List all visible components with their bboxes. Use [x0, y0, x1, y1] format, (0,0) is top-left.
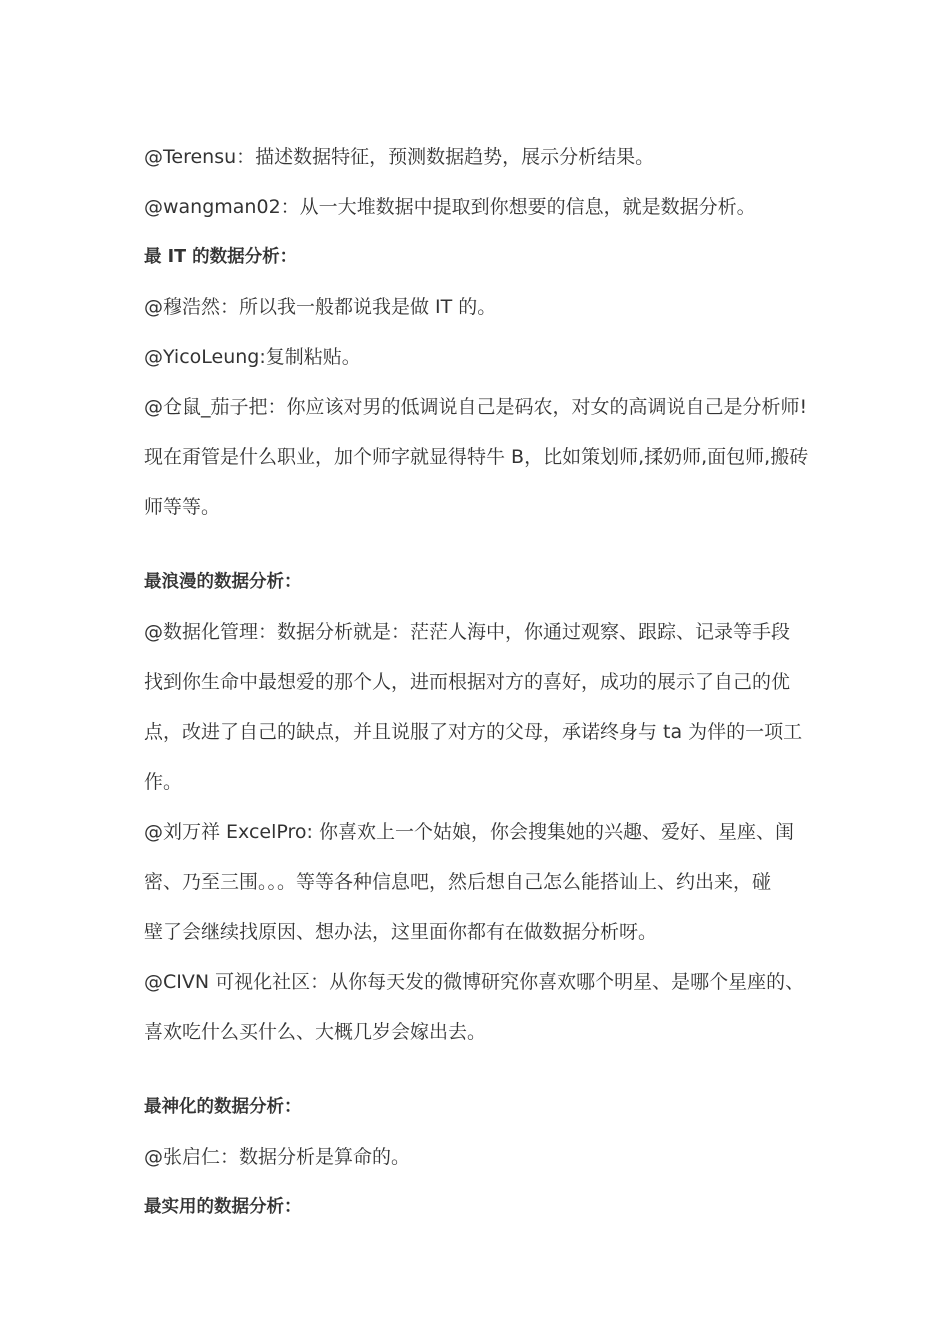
paragraph-line: @Terensu：描述数据特征，预测数据趋势，展示分析结果。 [144, 146, 655, 168]
paragraph-line: @刘万祥 ExcelPro: 你喜欢上一个姑娘，你会搜集她的兴趣、爱好、星座、闺 [144, 821, 794, 843]
section-heading: 最神化的数据分析： [144, 1097, 302, 1117]
document-body [144, 132, 814, 1232]
paragraph-line: @wangman02：从一大堆数据中提取到你想要的信息，就是数据分析。 [144, 196, 756, 218]
paragraph-line: @CIVN 可视化社区：从你每天发的微博研究你喜欢哪个明星、是哪个星座的、 [144, 971, 805, 993]
paragraph-line: 壁了会继续找原因、想办法，这里面你都有在做数据分析呀。 [144, 921, 658, 943]
paragraph-line: 点，改进了自己的缺点，并且说服了对方的父母，承诺终身与 ta 为伴的一项工 [144, 721, 803, 743]
paragraph-line: 作。 [144, 771, 183, 793]
paragraph-line: 喜欢吃什么买什么、大概几岁会嫁出去。 [144, 1021, 487, 1043]
paragraph-line: 密、乃至三围。。。等等各种信息吧，然后想自己怎么能搭讪上、约出来，碰 [144, 871, 772, 893]
paragraph-line: @仓鼠_茄子把：你应该对男的低调说自己是码农，对女的高调说自己是分析师! [144, 396, 808, 418]
section-gap [144, 1057, 814, 1082]
paragraph-line: @张启仁：数据分析是算命的。 [144, 1146, 411, 1168]
paragraph-line: 找到你生命中最想爱的那个人，进而根据对方的喜好，成功的展示了自己的优 [144, 671, 791, 693]
paragraph-line: @穆浩然：所以我一般都说我是做 IT 的。 [144, 296, 497, 318]
section-gap [144, 532, 814, 557]
section-heading: 最浪漫的数据分析： [144, 572, 302, 592]
paragraph-line: 现在甭管是什么职业，加个师字就显得特牛 B，比如策划师,揉奶师,面包师,搬砖 [144, 446, 809, 468]
section-heading: 最 IT 的数据分析： [144, 247, 298, 267]
paragraph-line: @数据化管理：数据分析就是：茫茫人海中，你通过观察、跟踪、记录等手段 [144, 621, 791, 643]
section-heading: 最实用的数据分析： [144, 1197, 302, 1217]
paragraph-line: 师等等。 [144, 496, 221, 518]
paragraph-line: @YicoLeung:复制粘贴。 [144, 346, 361, 368]
